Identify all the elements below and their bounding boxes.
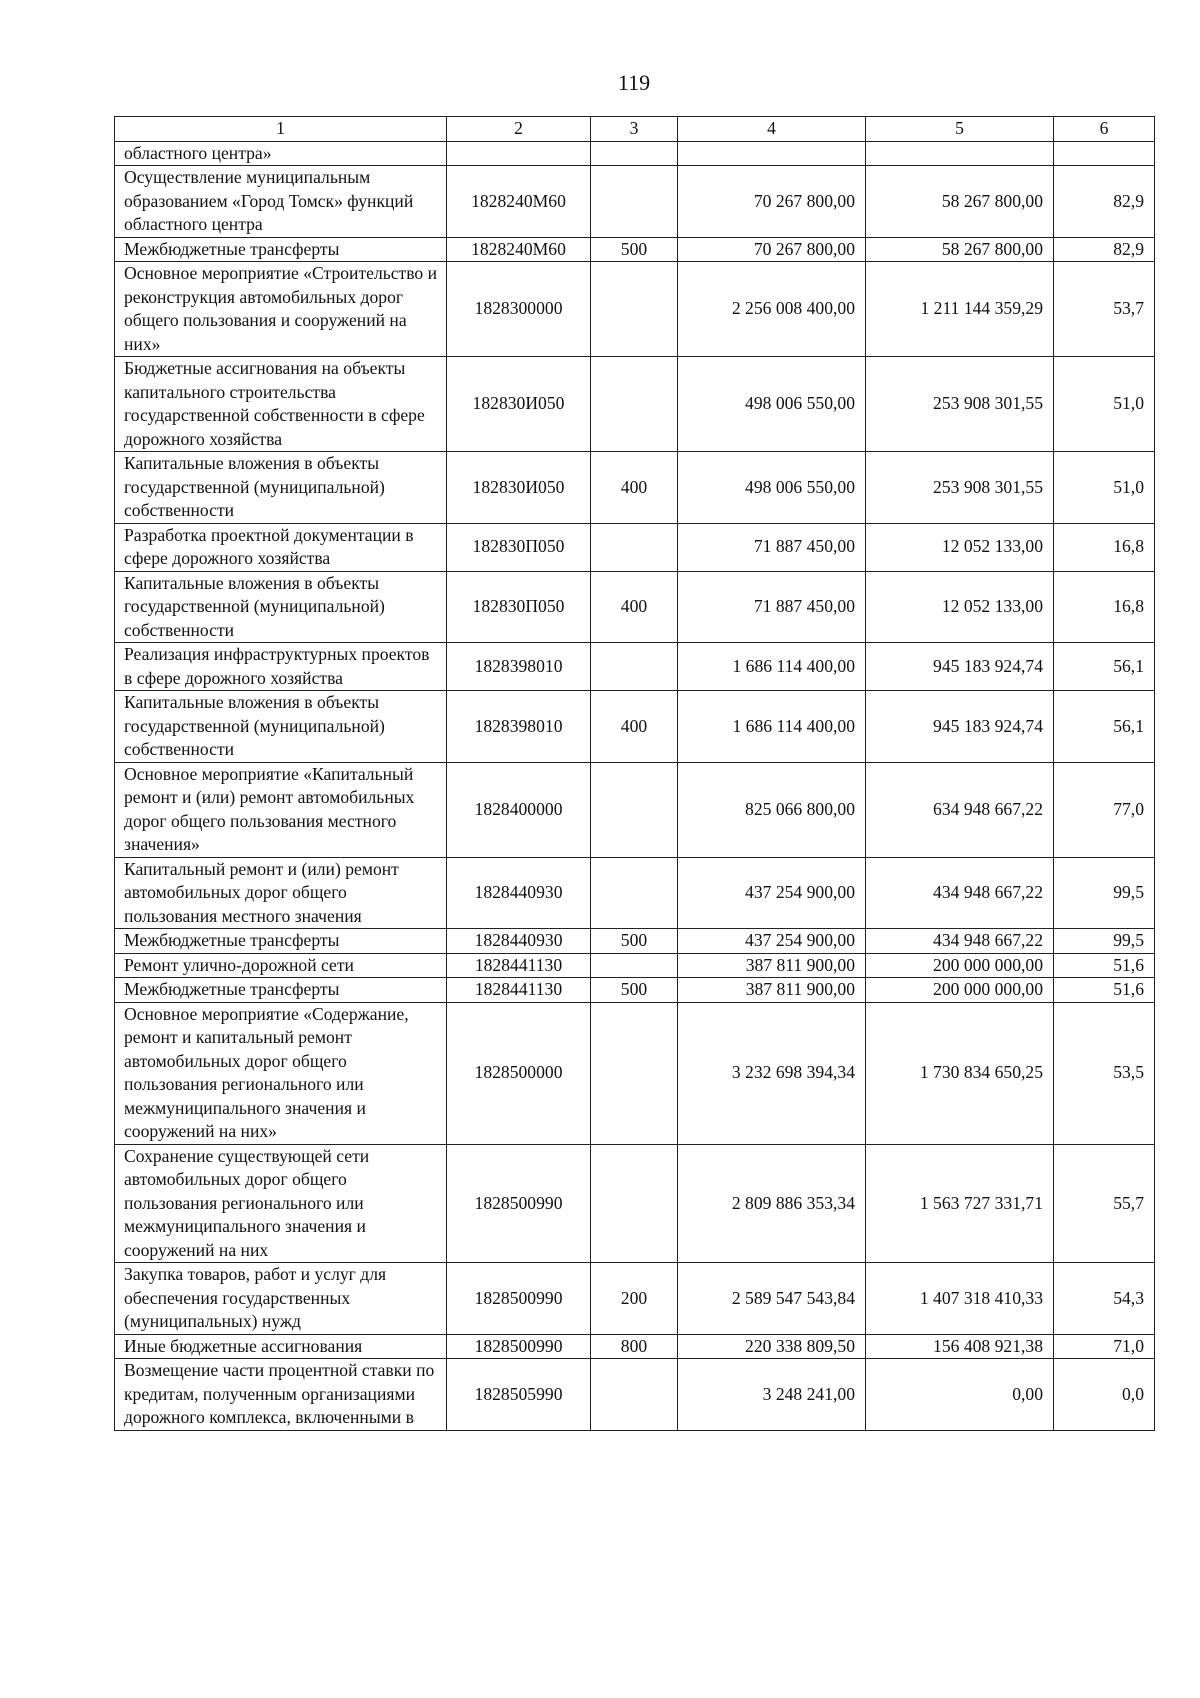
cell-plan-amount: 2 809 886 353,34 [678,1144,866,1263]
cell-name: Основное мероприятие «Содержание, ремонт и капитальный ремонт автомобильных дорог общего пользования регионального или межмуниципального значения и сооружений на них» [115,1002,447,1144]
cell-code: 1828500990 [447,1334,591,1359]
cell-actual-amount: 434 948 667,22 [866,857,1054,929]
cell-percent: 16,8 [1054,571,1155,643]
budget-table [114,116,1155,1431]
table-row [115,691,1155,763]
cell-code: 1828440930 [447,929,591,954]
cell-expense-type: 200 [591,1263,678,1335]
cell-name: Разработка проектной документации в сфере дорожного хозяйства [115,523,447,571]
cell-code: 1828240М60 [447,237,591,262]
table-row [115,978,1155,1003]
cell-code: 1828500000 [447,1002,591,1144]
cell-percent: 0,0 [1054,1359,1155,1431]
cell-code: 1828300000 [447,262,591,357]
cell-actual-amount: 253 908 301,55 [866,452,1054,524]
cell-code: 1828398010 [447,643,591,691]
cell-expense-type [591,262,678,357]
table-row [115,762,1155,857]
table-row [115,262,1155,357]
cell-plan-amount: 1 686 114 400,00 [678,691,866,763]
cell-plan-amount: 498 006 550,00 [678,357,866,452]
cell-plan-amount: 387 811 900,00 [678,953,866,978]
table-row [115,1263,1155,1335]
cell-expense-type: 500 [591,237,678,262]
table-row [115,237,1155,262]
table-row [115,857,1155,929]
cell-code: 182830П050 [447,523,591,571]
cell-expense-type [591,357,678,452]
cell-percent: 51,0 [1054,452,1155,524]
cell-actual-amount: 253 908 301,55 [866,357,1054,452]
cell-code: 1828441130 [447,978,591,1003]
cell-percent: 82,9 [1054,237,1155,262]
cell-percent: 51,0 [1054,357,1155,452]
cell-code: 1828440930 [447,857,591,929]
cell-name: Основное мероприятие «Строительство и реконструкция автомобильных дорог общего пользования и сооружений на них» [115,262,447,357]
cell-code: 182830И050 [447,452,591,524]
cell-code: 182830П050 [447,571,591,643]
cell-expense-type: 500 [591,929,678,954]
table-row [115,452,1155,524]
cell-actual-amount: 12 052 133,00 [866,571,1054,643]
cell-expense-type: 800 [591,1334,678,1359]
cell-name: Капитальный ремонт и (или) ремонт автомобильных дорог общего пользования местного значения [115,857,447,929]
cell-expense-type [591,166,678,238]
cell-actual-amount: 156 408 921,38 [866,1334,1054,1359]
cell-plan-amount: 387 811 900,00 [678,978,866,1003]
cell-percent: 53,7 [1054,262,1155,357]
header-col-3: 3 [591,117,678,142]
cell-plan-amount: 437 254 900,00 [678,929,866,954]
cell-plan-amount: 3 248 241,00 [678,1359,866,1431]
cell-actual-amount: 12 052 133,00 [866,523,1054,571]
cell-expense-type [591,1359,678,1431]
cell-code: 182830И050 [447,357,591,452]
cell-percent: 54,3 [1054,1263,1155,1335]
cell-actual-amount: 1 407 318 410,33 [866,1263,1054,1335]
cell-percent: 53,5 [1054,1002,1155,1144]
cell-code [447,141,591,166]
cell-name: Межбюджетные трансферты [115,978,447,1003]
cell-expense-type: 400 [591,691,678,763]
page-number: 119 [617,70,651,95]
cell-name: Межбюджетные трансферты [115,237,447,262]
cell-name: Сохранение существующей сети автомобильных дорог общего пользования регионального или межмуниципального значения и сооружений на них [115,1144,447,1263]
table-row [115,166,1155,238]
cell-code: 1828505990 [447,1359,591,1431]
cell-code: 1828500990 [447,1263,591,1335]
cell-name: Закупка товаров, работ и услуг для обеспечения государственных (муниципальных) нужд [115,1263,447,1335]
cell-name: Капитальные вложения в объекты государственной (муниципальной) собственности [115,691,447,763]
cell-percent: 16,8 [1054,523,1155,571]
cell-code: 1828500990 [447,1144,591,1263]
table-body [115,141,1155,1430]
header-row [115,117,1155,142]
cell-code: 1828398010 [447,691,591,763]
cell-expense-type [591,762,678,857]
cell-actual-amount: 1 211 144 359,29 [866,262,1054,357]
cell-plan-amount: 70 267 800,00 [678,237,866,262]
cell-name: Бюджетные ассигнования на объекты капитального строительства государственной собственности в сфере дорожного хозяйства [115,357,447,452]
cell-name: Иные бюджетные ассигнования [115,1334,447,1359]
cell-percent: 82,9 [1054,166,1155,238]
cell-plan-amount [678,141,866,166]
cell-actual-amount: 634 948 667,22 [866,762,1054,857]
cell-name: Ремонт улично-дорожной сети [115,953,447,978]
cell-percent: 99,5 [1054,929,1155,954]
cell-code: 1828240М60 [447,166,591,238]
cell-expense-type [591,643,678,691]
cell-plan-amount: 1 686 114 400,00 [678,643,866,691]
cell-plan-amount: 3 232 698 394,34 [678,1002,866,1144]
cell-plan-amount: 2 589 547 543,84 [678,1263,866,1335]
cell-plan-amount: 2 256 008 400,00 [678,262,866,357]
table-row [115,1359,1155,1431]
cell-expense-type: 500 [591,978,678,1003]
cell-name: Осуществление муниципальным образованием «Город Томск» функций областного центра [115,166,447,238]
cell-name: Реализация инфраструктурных проектов в сфере дорожного хозяйства [115,643,447,691]
cell-actual-amount: 1 730 834 650,25 [866,1002,1054,1144]
cell-plan-amount: 825 066 800,00 [678,762,866,857]
cell-plan-amount: 71 887 450,00 [678,523,866,571]
cell-expense-type [591,857,678,929]
table-row [115,929,1155,954]
cell-expense-type: 400 [591,452,678,524]
cell-actual-amount: 0,00 [866,1359,1054,1431]
cell-percent: 51,6 [1054,978,1155,1003]
table-row [115,953,1155,978]
table-row [115,1002,1155,1144]
cell-actual-amount: 945 183 924,74 [866,691,1054,763]
cell-percent: 77,0 [1054,762,1155,857]
header-col-2: 2 [447,117,591,142]
cell-plan-amount: 437 254 900,00 [678,857,866,929]
cell-actual-amount: 200 000 000,00 [866,978,1054,1003]
cell-percent: 71,0 [1054,1334,1155,1359]
cell-actual-amount: 58 267 800,00 [866,237,1054,262]
table-row [115,357,1155,452]
cell-name: Капитальные вложения в объекты государственной (муниципальной) собственности [115,452,447,524]
cell-name: Капитальные вложения в объекты государственной (муниципальной) собственности [115,571,447,643]
cell-expense-type [591,523,678,571]
cell-percent: 56,1 [1054,643,1155,691]
cell-expense-type: 400 [591,571,678,643]
cell-actual-amount: 1 563 727 331,71 [866,1144,1054,1263]
header-col-6: 6 [1054,117,1155,142]
cell-plan-amount: 71 887 450,00 [678,571,866,643]
cell-percent [1054,141,1155,166]
table-row [115,643,1155,691]
table-row [115,1334,1155,1359]
cell-name: Основное мероприятие «Капитальный ремонт и (или) ремонт автомобильных дорог общего пользования местного значения» [115,762,447,857]
cell-actual-amount: 200 000 000,00 [866,953,1054,978]
header-col-1: 1 [115,117,447,142]
cell-code: 1828400000 [447,762,591,857]
cell-percent: 55,7 [1054,1144,1155,1263]
table-row [115,523,1155,571]
table-row [115,1144,1155,1263]
cell-name: Межбюджетные трансферты [115,929,447,954]
table-row [115,571,1155,643]
cell-expense-type [591,953,678,978]
cell-expense-type [591,141,678,166]
table-row [115,141,1155,166]
cell-actual-amount: 58 267 800,00 [866,166,1054,238]
cell-percent: 99,5 [1054,857,1155,929]
cell-plan-amount: 70 267 800,00 [678,166,866,238]
header-col-5: 5 [866,117,1054,142]
cell-plan-amount: 220 338 809,50 [678,1334,866,1359]
cell-percent: 56,1 [1054,691,1155,763]
cell-actual-amount [866,141,1054,166]
cell-expense-type [591,1144,678,1263]
cell-code: 1828441130 [447,953,591,978]
cell-expense-type [591,1002,678,1144]
cell-name: Возмещение части процентной ставки по кредитам, полученным организациями дорожного комплекса, включенными в [115,1359,447,1431]
cell-plan-amount: 498 006 550,00 [678,452,866,524]
cell-percent: 51,6 [1054,953,1155,978]
cell-actual-amount: 434 948 667,22 [866,929,1054,954]
cell-name: областного центра» [115,141,447,166]
header-col-4: 4 [678,117,866,142]
cell-actual-amount: 945 183 924,74 [866,643,1054,691]
